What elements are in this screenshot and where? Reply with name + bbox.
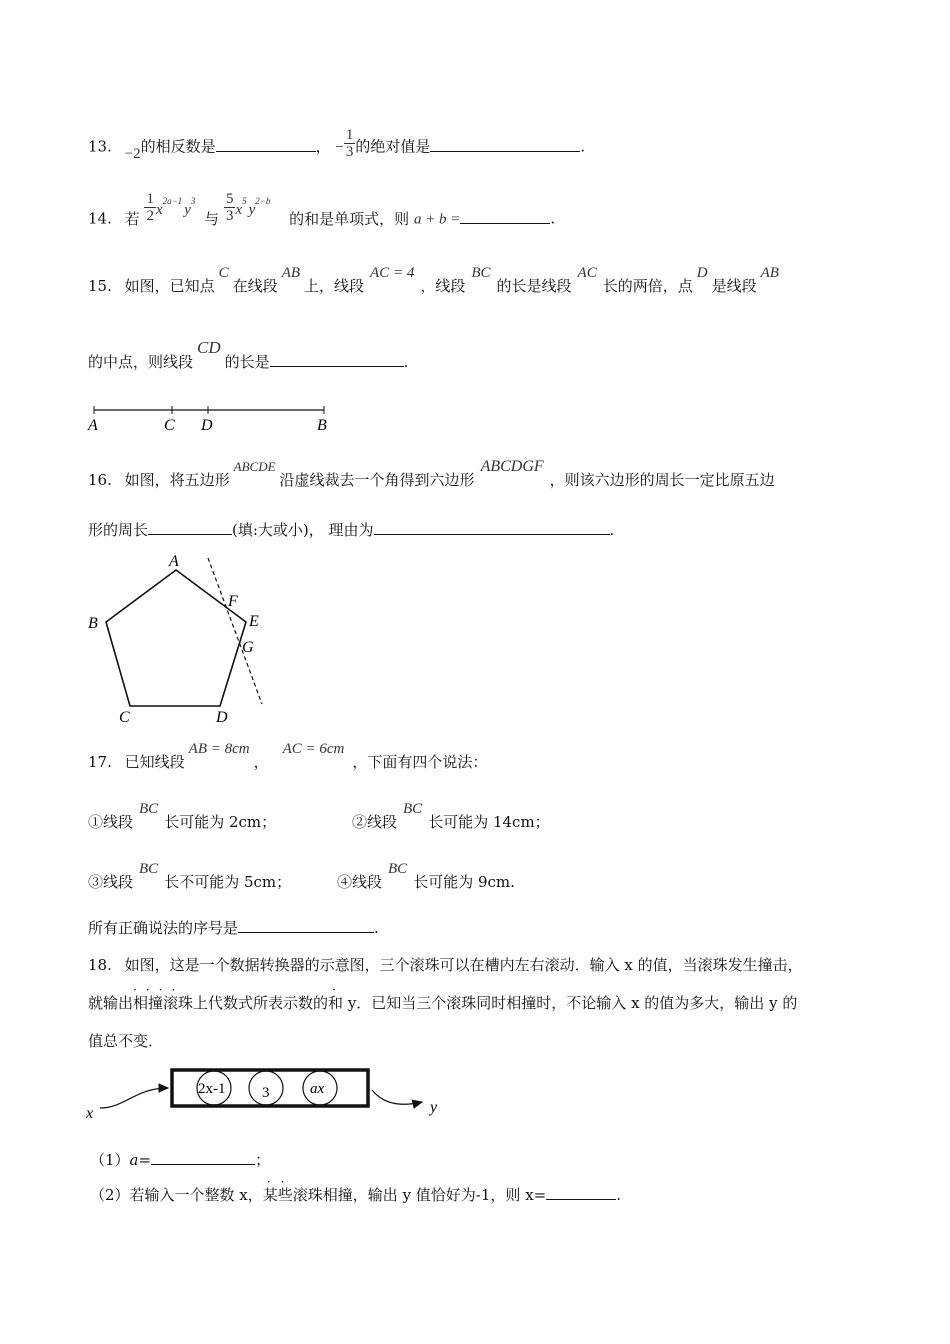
q15-text-5: 的长是线段 <box>496 277 572 295</box>
q14-exp-1: 2a−1 <box>162 195 183 206</box>
q15-end: . <box>403 353 409 371</box>
q17-s3-b: 长不可能为 5cm； <box>164 873 292 891</box>
q18-text-2e: y．已知当三个滚珠同时相撞时，不论输入 x 的值为多大，输出 y 的 <box>343 994 798 1012</box>
q17-BC-2: BC <box>403 801 423 817</box>
q14-f2-num: 5 <box>225 191 234 207</box>
q15-blank[interactable] <box>270 352 404 367</box>
q16-blank-1[interactable] <box>148 520 232 535</box>
label-A: A <box>169 553 179 570</box>
q14-expr: a + b = <box>413 211 461 228</box>
q14-exp-4: 2−b <box>255 195 271 206</box>
q16-text-4: 形的周长 <box>88 521 149 539</box>
q18-part-1 <box>90 1150 270 1170</box>
q14-y: y <box>184 201 191 218</box>
q17-s2-b: 长可能为 14cm； <box>428 813 550 831</box>
label-B: B <box>317 417 327 434</box>
cut-line <box>208 558 262 704</box>
q15-text-2: 在线段 <box>232 277 278 295</box>
label-B: B <box>88 615 98 632</box>
q17-s2-a: ②线段 <box>352 813 398 831</box>
q13-line <box>88 127 586 164</box>
q17-sep: ， <box>253 753 269 771</box>
q17-text-1: 已知线段 <box>124 753 185 771</box>
label-E: E <box>249 613 259 630</box>
ball-2-label: 3 <box>262 1085 270 1101</box>
q16-pentagon-name: ABCDE <box>233 459 276 474</box>
q15-text-9: 的长是 <box>224 353 270 371</box>
q18-line-3 <box>88 1031 163 1051</box>
ball-1-label: 2x-1 <box>198 1081 226 1097</box>
q17-BC-1: BC <box>139 801 159 817</box>
label-D: D <box>201 417 213 434</box>
label-A: A <box>88 417 98 434</box>
emphasis-dots-3: ·· <box>266 1175 295 1189</box>
q17-BC-3: BC <box>139 861 159 877</box>
q15-AB: AB <box>281 265 301 281</box>
q17-end: . <box>374 919 379 937</box>
q13-value: −2 <box>124 145 141 162</box>
q14-f1-den: 2 <box>146 208 154 224</box>
q18-p1-b: a= <box>129 1151 152 1169</box>
q16-line-1 <box>88 458 775 491</box>
q13-end: . <box>580 137 586 156</box>
q15-AC: AC <box>577 265 597 281</box>
ball-3-label: ax <box>310 1081 325 1097</box>
q15-CD: CD <box>197 338 221 357</box>
q15-text-4: ，线段 <box>420 277 466 295</box>
q14-number: 14. <box>88 209 112 228</box>
q16-text-5: (填:大或小)， 理由为 <box>232 521 374 539</box>
q18-converter-figure <box>80 1062 460 1126</box>
q17-s3-a: ③线段 <box>88 873 134 891</box>
q14-fraction-2 <box>224 191 236 224</box>
q14-text: 若 <box>124 209 140 228</box>
label-C: C <box>119 709 130 726</box>
q17-statement-1 <box>88 801 277 833</box>
q17-AC6: AC = 6cm <box>282 741 345 757</box>
q15-text-8: 的中点，则线段 <box>88 353 194 371</box>
q14-end: . <box>550 209 556 228</box>
q14-x: x <box>155 201 163 218</box>
q14-y-2: y <box>248 201 256 218</box>
q16-text-3: ，则该六边形的周长一定比原五边 <box>549 471 775 489</box>
q13-sep: ， <box>315 137 331 156</box>
q18-p1-c: ； <box>255 1151 271 1169</box>
q18-text-1: 如图，这是一个数据转换器的示意图，三个滚珠可以在槽内左右滚动．输入 x 的值，当滚珠发生撞击， <box>124 956 803 974</box>
q17-BC-4: BC <box>388 861 408 877</box>
q17-statement-2 <box>352 801 550 833</box>
q13-frac-den: 3 <box>345 144 354 160</box>
q18-p2-a: （2）若输入一个整数 x， <box>90 1186 263 1204</box>
q15-segment-figure <box>84 400 344 440</box>
emphasis-dots-1: ···· <box>133 983 185 997</box>
q17-statement-4 <box>337 861 515 893</box>
q14-line <box>88 191 556 236</box>
q14-x-2: x <box>235 201 243 218</box>
q13-number: 13. <box>88 137 112 156</box>
q18-text-2a: 就输出 <box>88 994 134 1012</box>
q14-text-2: 与 <box>204 209 220 228</box>
q16-text-2: 沿虚线裁去一个角得到六边形 <box>279 471 475 489</box>
q15-text-6: 长的两倍，点 <box>602 277 693 295</box>
q16-text-1: 如图，将五边形 <box>124 471 230 489</box>
q13-blank-2[interactable] <box>430 137 580 152</box>
q15-number: 15. <box>88 277 112 295</box>
q16-pentagon-figure <box>84 548 284 730</box>
q17-s4-a: ④线段 <box>337 873 383 891</box>
q13-neg: − <box>335 139 344 156</box>
q16-hexagon-name: ABCDGF <box>480 458 544 475</box>
q17-line-1 <box>88 741 488 773</box>
q14-text-3: 的和是单项式，则 <box>289 209 410 228</box>
output-arrow <box>372 1090 422 1104</box>
label-F: F <box>228 593 238 610</box>
q15-AB-2: AB <box>760 265 779 281</box>
q17-s4-b: 长可能为 9cm. <box>413 873 515 891</box>
q18-number: 18. <box>88 956 112 974</box>
q18-emphasis-2 <box>328 983 344 1012</box>
q17-text-3: 所有正确说法的序号是 <box>88 919 239 937</box>
q13-text-2: 的绝对值是 <box>355 137 431 156</box>
q14-f1-num: 1 <box>146 191 154 207</box>
q16-end: . <box>609 521 615 539</box>
q18-emphasis-1 <box>133 983 194 1012</box>
q18-p2-c: 滚珠相撞，输出 y 值恰好为-1，则 x= <box>292 1186 547 1204</box>
q17-s1-a: ①线段 <box>88 813 134 831</box>
q17-line-final <box>88 918 379 938</box>
q18-blank-2[interactable] <box>546 1185 616 1200</box>
q15-C: C <box>218 265 229 281</box>
label-D: D <box>216 709 228 726</box>
q18-part-2 <box>90 1175 621 1205</box>
emphasis-dot-2: · <box>332 983 336 997</box>
q16-number: 16. <box>88 471 112 489</box>
q18-emphasis-3 <box>262 1175 295 1204</box>
q13-frac-num: 1 <box>345 127 354 143</box>
q13-blank-1[interactable] <box>216 137 316 152</box>
q17-text-2: ，下面有四个说法： <box>352 753 488 771</box>
q17-number: 17. <box>88 753 112 771</box>
q15-text-1: 如图，已知点 <box>124 277 215 295</box>
q16-blank-2[interactable] <box>374 520 610 535</box>
q18-blank-1[interactable] <box>151 1150 255 1165</box>
q15-AC4: AC = 4 <box>370 265 415 281</box>
q13-text: 的相反数是 <box>140 137 216 156</box>
q18-p2-b: 某些 <box>262 1186 293 1204</box>
q17-AB8: AB = 8cm <box>188 741 250 757</box>
q18-line-2 <box>88 983 798 1013</box>
label-G: G <box>242 639 254 656</box>
q17-blank[interactable] <box>238 918 374 933</box>
q17-statement-3 <box>88 861 292 893</box>
q14-blank[interactable] <box>460 209 550 224</box>
q15-text-3: 上，线段 <box>304 277 365 295</box>
q17-s1-b: 长可能为 2cm； <box>164 813 277 831</box>
q18-text-2c: 上代数式所表示数的 <box>193 994 329 1012</box>
q18-text-3: 值总不变． <box>88 1032 164 1050</box>
q16-line-2 <box>88 520 614 540</box>
q14-exp-2: 3 <box>190 195 196 206</box>
q18-line-1 <box>88 955 803 975</box>
q15-line-1 <box>88 265 779 297</box>
q15-D: D <box>696 265 708 281</box>
output-y-label: y <box>430 1099 438 1116</box>
input-arrow <box>100 1088 168 1108</box>
q14-fraction-1 <box>144 191 156 224</box>
q14-f2-den: 3 <box>225 208 234 224</box>
q15-line-2 <box>88 338 409 372</box>
q18-text-2d: 和 <box>328 994 344 1012</box>
q14-exp-3: 5 <box>242 195 247 206</box>
q13-fraction <box>344 127 356 160</box>
q18-p1-a: （1） <box>90 1151 130 1169</box>
q15-text-7: 是线段 <box>711 277 757 295</box>
input-x-label: x <box>86 1105 94 1122</box>
label-C: C <box>164 417 175 434</box>
q18-text-2b: 相撞滚珠 <box>133 994 194 1012</box>
q18-p2-d: . <box>616 1186 621 1204</box>
pentagon <box>106 570 246 706</box>
q15-BC: BC <box>471 265 491 281</box>
